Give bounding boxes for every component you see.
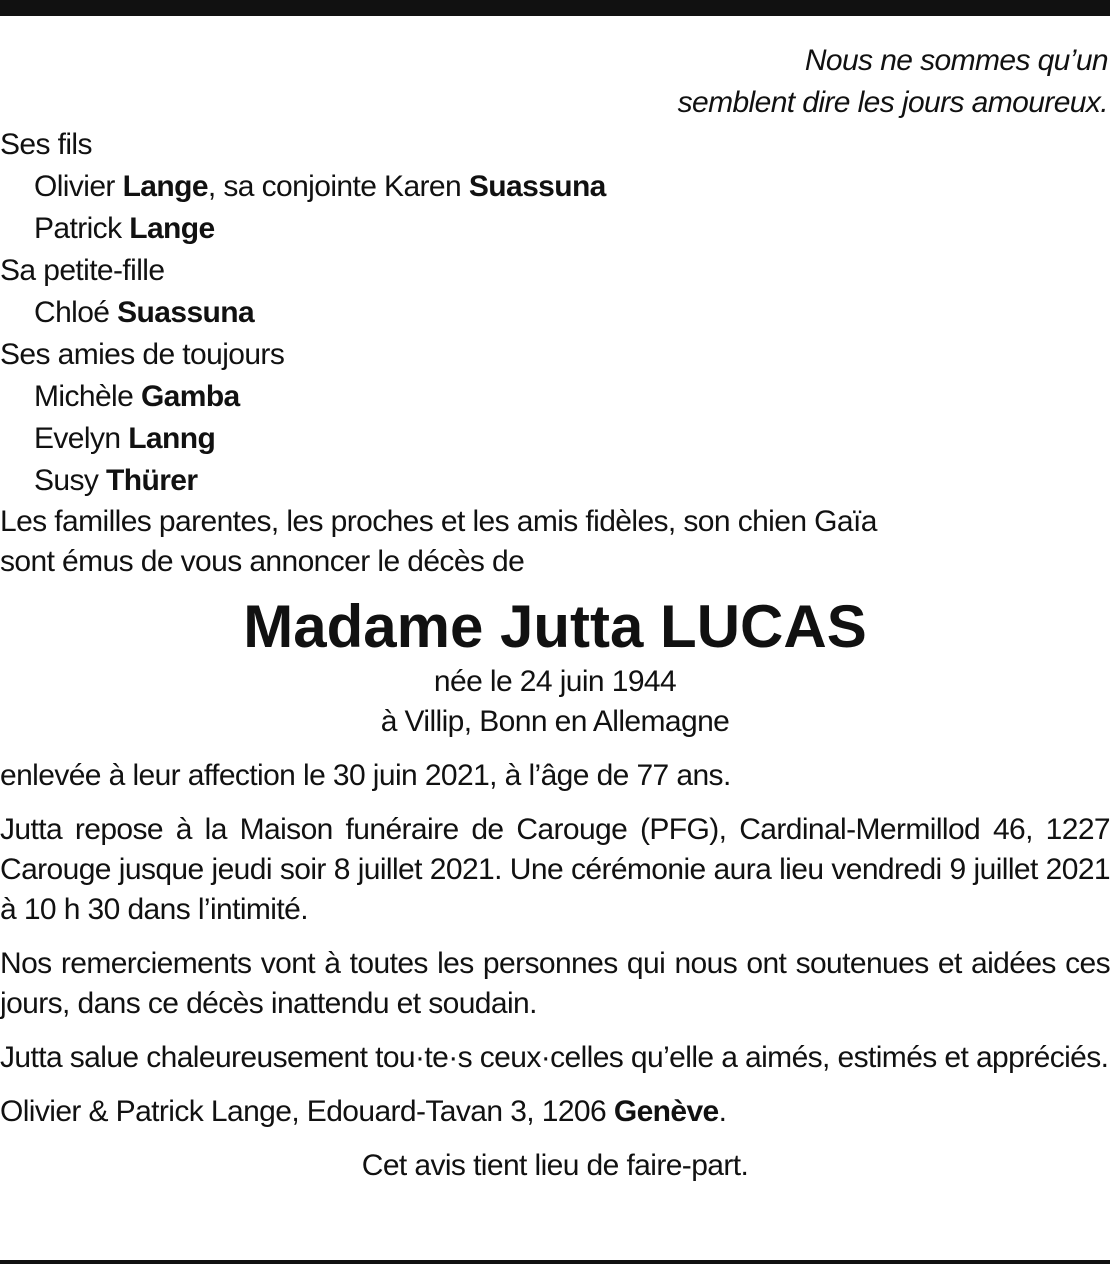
partner-last-name: Suassuna xyxy=(468,170,606,203)
last-name: Lanng xyxy=(128,422,216,455)
friends-heading: Ses amies de toujours xyxy=(0,338,285,371)
sons-heading: Ses fils xyxy=(0,128,92,161)
epigraph-line-1: Nous ne sommes qu’un xyxy=(804,44,1108,77)
first-name: Susy xyxy=(34,464,99,497)
obituary-notice xyxy=(0,40,1110,1186)
signature-end: . xyxy=(718,1095,727,1128)
signature-text: Olivier & Patrick Lange, Edouard-Tavan 3, 1206 xyxy=(0,1095,607,1128)
friend-entry xyxy=(0,376,1110,418)
first-name: Evelyn xyxy=(34,422,121,455)
repose-paragraph: Jutta repose à la Maison funéraire de Carouge (PFG), Cardinal-Mermillod 46, 1227 Carouge jusque jeudi soir 8 juillet 2021. Une cérémonie aura lieu vendredi 9 juillet 2021 à 10 h 30 dans l’intimité. xyxy=(0,813,1110,926)
announcement-line-2: sont émus de vous annoncer le décès de xyxy=(0,545,525,578)
signature-city: Genève xyxy=(613,1095,719,1128)
first-name: Michèle xyxy=(34,380,134,413)
epigraph-line-2: semblent dire les jours amoureux. xyxy=(677,86,1108,119)
first-name: Olivier xyxy=(34,170,115,203)
birth-place: à Villip, Bonn en Allemagne xyxy=(380,705,730,738)
last-name: Gamba xyxy=(140,380,240,413)
bottom-rule xyxy=(0,1260,1110,1264)
top-rule xyxy=(0,0,1110,16)
last-name: Lange xyxy=(122,170,208,203)
son-entry xyxy=(0,208,1110,250)
closing-note: Cet avis tient lieu de faire-part. xyxy=(361,1149,749,1182)
thanks-paragraph: Nos remerciements vont à toutes les personnes qui nous ont soutenues et aidées ces jours, dans ce décès inattendu et soudain. xyxy=(0,947,1110,1020)
last-name: Suassuna xyxy=(117,296,255,329)
epigraph xyxy=(0,40,1110,124)
birth-date: née le 24 juin 1944 xyxy=(433,665,677,698)
announcement-line-1: Les familles parentes, les proches et les amis fidèles, son chien Gaïa xyxy=(0,505,877,538)
partner-text: , sa conjointe Karen xyxy=(207,170,462,203)
granddaughter-entry xyxy=(0,292,1110,334)
friend-entry xyxy=(0,460,1110,502)
first-name: Patrick xyxy=(34,212,122,245)
first-name: Chloé xyxy=(34,296,110,329)
last-name: Lange xyxy=(129,212,215,245)
death-paragraph: enlevée à leur affection le 30 juin 2021, à l’âge de 77 ans. xyxy=(0,759,731,792)
signature xyxy=(0,1092,1110,1132)
granddaughter-heading: Sa petite-fille xyxy=(0,254,165,287)
son-entry xyxy=(0,166,1110,208)
last-name: Thürer xyxy=(106,464,198,497)
deceased-name: Madame Jutta LUCAS xyxy=(243,593,867,660)
friend-entry xyxy=(0,418,1110,460)
salute-paragraph: Jutta salue chaleureusement tou·te·s ceux·celles qu’elle a aimés, estimés et appréciés. xyxy=(0,1041,1109,1074)
